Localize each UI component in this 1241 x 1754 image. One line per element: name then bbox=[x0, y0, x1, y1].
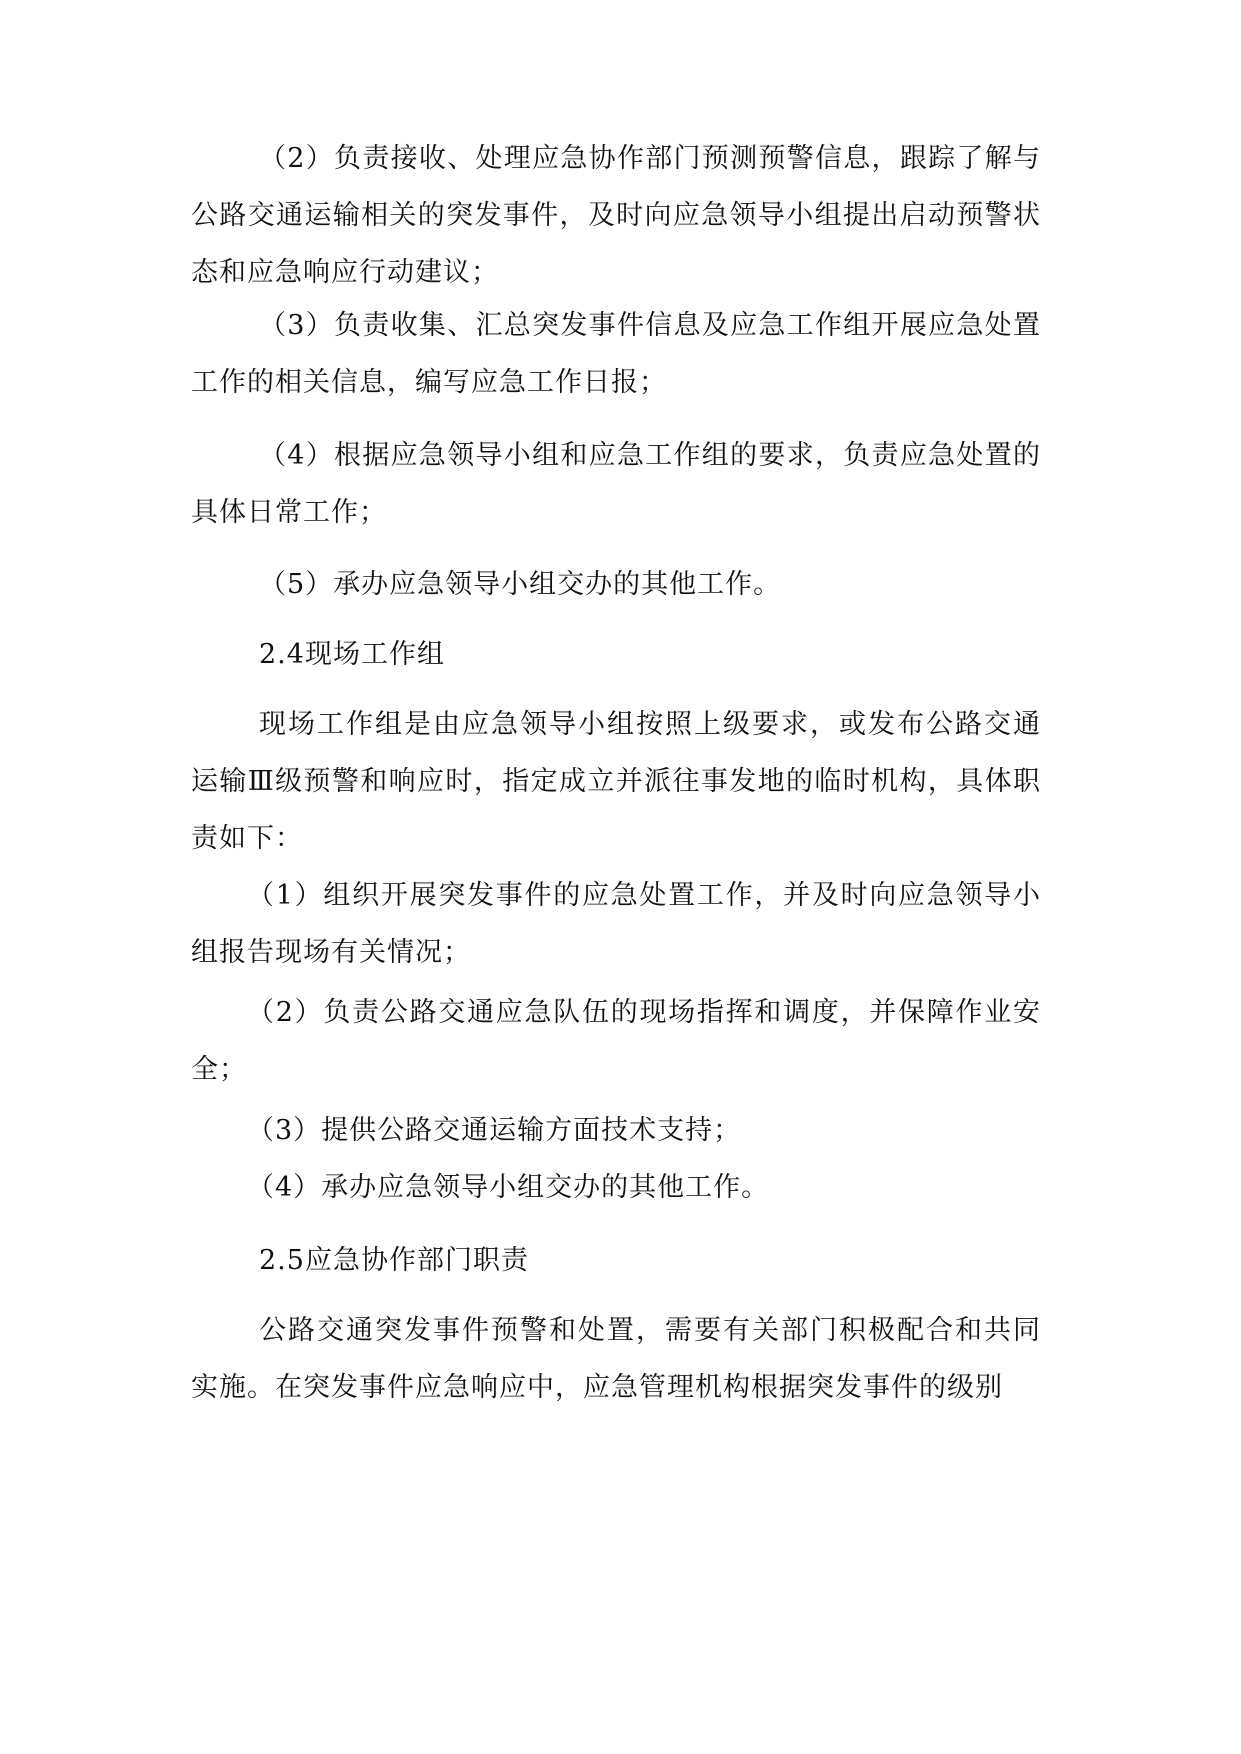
paragraph-cooperation-intro: 公路交通突发事件预警和处置，需要有关部门积极配合和共同实施。在突发事件应急响应中，应急管理机构根据突发事件的级别 bbox=[191, 1315, 1041, 1403]
paragraph-field-3: （3）提供公路交通运输方面技术支持； bbox=[247, 1115, 742, 1146]
section-heading-2-4: 2.4现场工作组 bbox=[259, 639, 445, 670]
section-heading-2-5: 2.5应急协作部门职责 bbox=[259, 1245, 529, 1276]
paragraph-field-4: （4）承办应急领导小组交办的其他工作。 bbox=[247, 1172, 770, 1203]
paragraph-2-receive-warning: （2）负责接收、处理应急协作部门预测预警信息，跟踪了解与公路交通运输相关的突发事件，及时向应急领导小组提出启动预警状态和应急响应行动建议； bbox=[191, 143, 1041, 288]
paragraph-4-daily-work: （4）根据应急领导小组和应急工作组的要求，负责应急处置的具体日常工作； bbox=[191, 440, 1041, 528]
paragraph-field-group-intro: 现场工作组是由应急领导小组按照上级要求，或发布公路交通运输Ⅲ级预警和响应时，指定成立并派往事发地的临时机构，具体职责如下： bbox=[191, 709, 1041, 854]
paragraph-3-collect-info: （3）负责收集、汇总突发事件信息及应急工作组开展应急处置工作的相关信息，编写应急工作日报； bbox=[191, 310, 1041, 398]
paragraph-field-1: （1）组织开展突发事件的应急处置工作，并及时向应急领导小组报告现场有关情况； bbox=[191, 880, 1041, 968]
paragraph-field-2: （2）负责公路交通应急队伍的现场指挥和调度，并保障作业安全； bbox=[191, 997, 1041, 1085]
paragraph-5-other-work: （5）承办应急领导小组交办的其他工作。 bbox=[259, 569, 782, 600]
